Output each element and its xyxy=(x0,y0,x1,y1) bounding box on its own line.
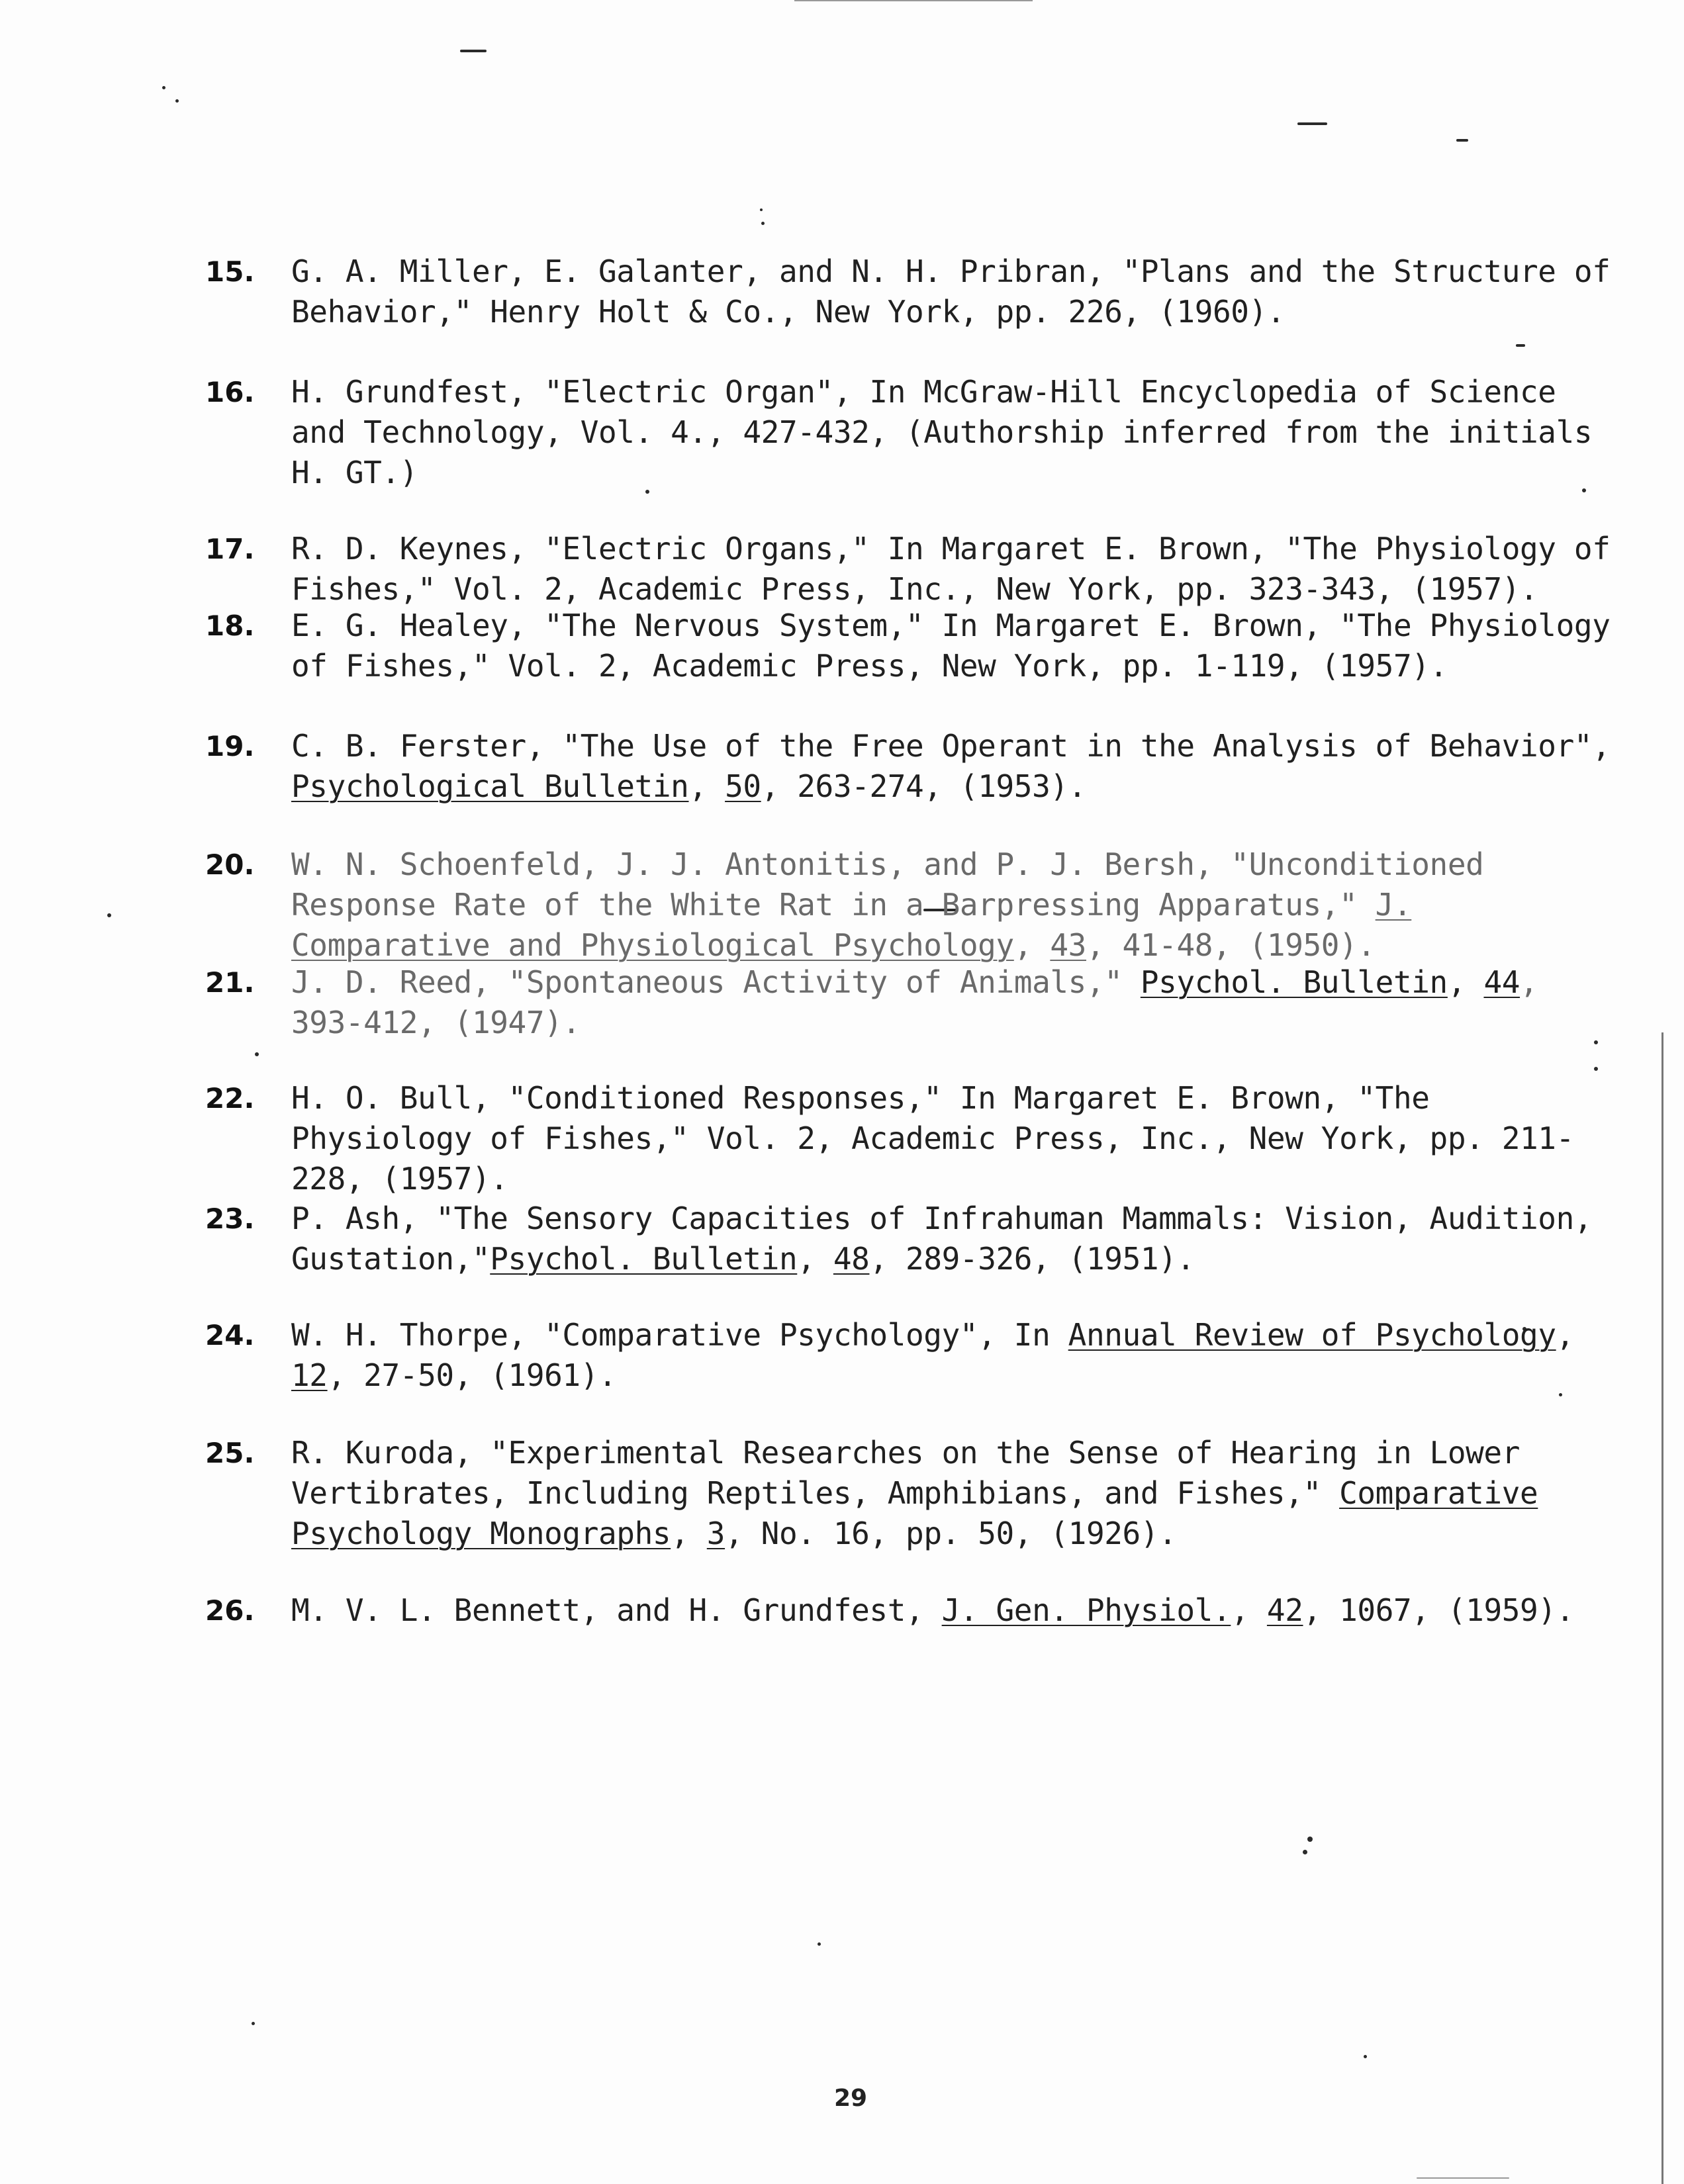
reference-number: 18. xyxy=(205,610,255,642)
stray-mark xyxy=(1417,2177,1509,2179)
citation-source-underlined: 42 xyxy=(1266,1592,1303,1628)
reference-text xyxy=(291,1078,1622,1199)
reference-text xyxy=(291,1590,1622,1631)
reference-number: 17. xyxy=(205,533,255,565)
reference-entry xyxy=(205,1078,1622,1199)
reference-entry xyxy=(205,726,1622,807)
stray-mark xyxy=(252,2022,255,2025)
citation-source-underlined: Psychological Bulletin xyxy=(291,768,689,804)
citation-source-underlined: J. Comparative and Physiological Psychology xyxy=(291,887,1412,963)
reference-number: 19. xyxy=(205,730,255,762)
scan-edge-right xyxy=(1661,1032,1663,2184)
citation-text: , No. 16, pp. 50, (1926). xyxy=(725,1516,1177,1551)
citation-text: W. N. Schoenfeld, J. J. Antonitis, and P. J. Bersh, "Unconditioned Response Rate of the White Rat in a Barpressing Apparatus," xyxy=(291,846,1484,923)
stray-mark xyxy=(761,222,765,225)
citation-text: G. A. Miller, E. Galanter, and N. H. Pribran, "Plans and the Structure of Behavior," Henry Holt & Co., New York, pp. 226, (1960). xyxy=(291,253,1611,330)
reference-text xyxy=(291,844,1622,966)
reference-number: 20. xyxy=(205,848,255,881)
page-number: 29 xyxy=(833,2085,868,2112)
citation-source-underlined: 50 xyxy=(725,768,761,804)
citation-source-underlined: 43 xyxy=(1050,927,1086,963)
citation-text: H. Grundfest, "Electric Organ", In McGraw-Hill Encyclopedia of Science and Technology, Vol. 4., 427-432, (Authorship inferred from the initials H. GT.) xyxy=(291,374,1593,490)
stray-mark xyxy=(1456,139,1468,142)
reference-text xyxy=(291,1199,1622,1279)
reference-entry xyxy=(205,1590,1622,1631)
reference-text xyxy=(291,1433,1622,1554)
reference-text xyxy=(291,606,1622,686)
citation-text: R. Kuroda, "Experimental Researches on the Sense of Hearing in Lower Vertibrates, Including Reptiles, Amphibians, and Fishes," xyxy=(291,1435,1520,1511)
citation-text: , xyxy=(671,1516,707,1551)
citation-text: , xyxy=(1231,1592,1267,1628)
citation-text: , xyxy=(1013,927,1051,963)
citation-source-underlined: 44 xyxy=(1483,964,1520,1000)
reference-entry xyxy=(205,251,1622,332)
citation-text: , xyxy=(797,1241,833,1277)
reference-number: 22. xyxy=(205,1082,255,1115)
citation-text: , xyxy=(1556,1317,1574,1353)
reference-list xyxy=(205,251,1622,1628)
reference-entry xyxy=(205,1433,1622,1554)
citation-text: , 393-412, (1947). xyxy=(291,964,1538,1040)
reference-number: 25. xyxy=(205,1437,255,1469)
reference-text xyxy=(291,1315,1622,1396)
reference-text xyxy=(291,372,1622,493)
reference-number: 16. xyxy=(205,376,255,408)
citation-text: M. V. L. Bennett, and H. Grundfest, xyxy=(291,1592,942,1628)
citation-text: J. D. Reed, "Spontaneous Activity of Animals," xyxy=(291,964,1141,1000)
reference-text xyxy=(291,529,1622,610)
citation-source-underlined: Psychol. Bulletin xyxy=(1140,964,1448,1000)
reference-entry xyxy=(205,606,1622,686)
citation-source-underlined: Psychol. Bulletin xyxy=(490,1241,798,1277)
reference-number: 23. xyxy=(205,1203,255,1235)
citation-text: , 263-274, (1953). xyxy=(761,768,1086,804)
citation-text: , 1067, (1959). xyxy=(1303,1592,1574,1628)
citation-source-underlined: J. Gen. Physiol. xyxy=(941,1592,1231,1628)
citation-text: , 27-50, (1961). xyxy=(327,1357,617,1393)
reference-text xyxy=(291,726,1622,807)
reference-entry xyxy=(205,1199,1622,1279)
citation-text: E. G. Healey, "The Nervous System," In Margaret E. Brown, "The Physiology of Fishes," Vol. 2, Academic Press, New York, pp. 1-119, (1957). xyxy=(291,608,1611,684)
citation-text: W. H. Thorpe, "Comparative Psychology", In xyxy=(291,1317,1068,1353)
stray-mark xyxy=(1297,122,1327,125)
citation-text: C. B. Ferster, "The Use of the Free Operant in the Analysis of Behavior", xyxy=(291,728,1611,764)
citation-text: , 289-326, (1951). xyxy=(869,1241,1195,1277)
citation-source-underlined: 3 xyxy=(706,1516,725,1551)
stray-mark xyxy=(175,99,179,103)
citation-source-underlined: 48 xyxy=(833,1241,870,1277)
citation-source-underlined: Annual Review of Psychology xyxy=(1068,1317,1556,1353)
citation-source-underlined: Comparative Psychology Monographs xyxy=(291,1475,1538,1551)
citation-text: , 41-48, (1950). xyxy=(1086,927,1376,963)
reference-number: 21. xyxy=(205,966,255,999)
citation-text: R. D. Keynes, "Electric Organs," In Margaret E. Brown, "The Physiology of Fishes," Vol. 2, Academic Press, Inc., New York, pp. 323-343, (1957). xyxy=(291,531,1611,607)
stray-mark xyxy=(1364,2055,1367,2058)
scan-edge-top xyxy=(794,0,1033,1)
reference-entry xyxy=(205,372,1622,493)
reference-text xyxy=(291,251,1622,332)
reference-number: 24. xyxy=(205,1319,255,1351)
reference-number: 26. xyxy=(205,1594,255,1627)
stray-mark xyxy=(818,1942,821,1946)
stray-mark xyxy=(107,913,111,917)
reference-number: 15. xyxy=(205,255,255,288)
reference-entry xyxy=(205,844,1622,966)
citation-text: P. Ash, "The Sensory Capacities of Infrahuman Mammals: Vision, Audition, Gustation," xyxy=(291,1201,1593,1277)
stray-mark xyxy=(162,86,165,89)
reference-entry xyxy=(205,1315,1622,1396)
citation-text: , xyxy=(1447,964,1484,1000)
reference-entry xyxy=(205,529,1622,610)
citation-source-underlined: 12 xyxy=(291,1357,328,1393)
citation-text: H. O. Bull, "Conditioned Responses," In Margaret E. Brown, "The Physiology of Fishes," Vol. 2, Academic Press, Inc., New York, pp. 211-228, (1957). xyxy=(291,1080,1574,1197)
reference-entry xyxy=(205,962,1622,1043)
stray-mark xyxy=(460,50,487,52)
citation-text: , xyxy=(688,768,725,804)
stray-mark xyxy=(760,208,763,211)
reference-text xyxy=(291,962,1622,1043)
stray-mark xyxy=(1307,1837,1313,1842)
stray-mark xyxy=(1303,1850,1307,1854)
